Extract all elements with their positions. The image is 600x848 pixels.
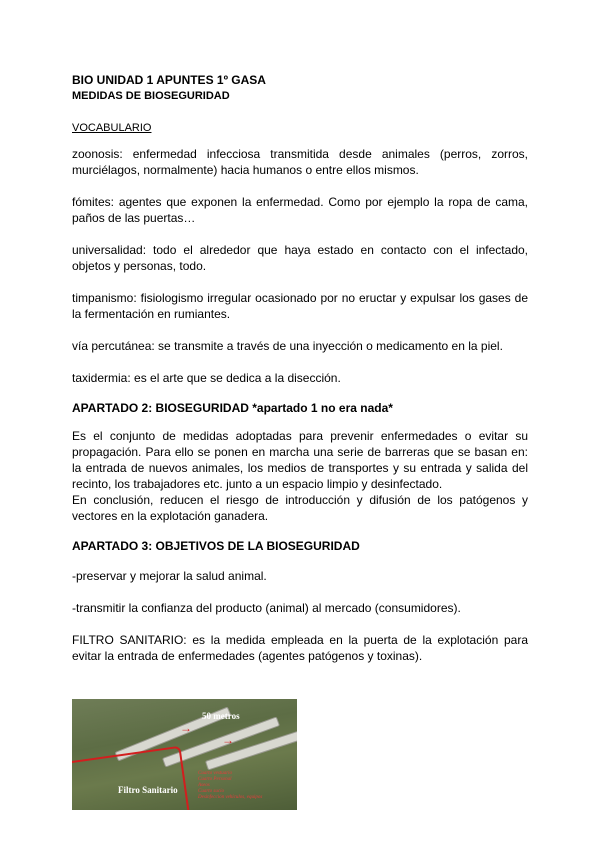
photo-legend <box>198 771 262 801</box>
filter-label: Filtro Sanitario <box>118 785 178 795</box>
document-subtitle: MEDIDAS DE BIOSEGURIDAD <box>72 90 230 102</box>
document-title: BIO UNIDAD 1 APUNTES 1º GASA <box>72 73 266 87</box>
vocab-entry-universalidad: universalidad: todo el alrededor que haya estado en contacto con el infectado, objetos y personas, todo. <box>72 243 528 273</box>
section-2-text: Es el conjunto de medidas adoptadas para prevenir enfermedades o evitar su propagación. Para ello se ponen en marcha una serie de barreras que se basan en: la entrada de nuevos animales, los medios de transportes y su entrada y salida del recinto, los trabajadores etc. junto a un espacio limpio y desinfectado. <box>72 429 528 491</box>
legend-item: Aseos <box>198 783 210 788</box>
section-2-conclusion: En conclusión, reducen el riesgo de introducción y difusión de los patógenos y vectores en la explotación ganadera. <box>72 493 528 523</box>
objective-item-2: -transmitir la confianza del producto (animal) al mercado (consumidores). <box>72 601 461 615</box>
vocab-entry-zoonosis: zoonosis: enfermedad infecciosa transmitida desde animales (perros, zorros, murciélagos, normalmente) hacia humanos o entre ellos mismos. <box>72 147 528 177</box>
arrow-icon: → <box>222 733 234 747</box>
section-3-heading: APARTADO 3: OBJETIVOS DE LA BIOSEGURIDAD <box>72 539 360 553</box>
vocab-entry-via-percutanea: vía percutánea: se transmite a través de una inyección o medicamento en la piel. <box>72 339 503 353</box>
vocab-entry-taxidermia: taxidermia: es el arte que se dedica a la disección. <box>72 371 341 385</box>
vocab-entry-timpanismo: timpanismo: fisiologismo irregular ocasionado por no eructar y expulsar los gases de la fermentación en rumiantes. <box>72 291 528 321</box>
section-2-heading: APARTADO 2: BIOSEGURIDAD *apartado 1 no era nada* <box>72 401 393 415</box>
section-2-body <box>72 428 528 524</box>
distance-label: 50 metros <box>202 711 240 721</box>
legend-item: Cuarto sucio <box>198 789 224 794</box>
vocabulary-heading: VOCABULARIO <box>72 122 152 134</box>
legend-item: Desinfección vehículos, equipos <box>198 795 263 800</box>
farm-aerial-photo <box>72 699 297 810</box>
objective-item-1: -preservar y mejorar la salud animal. <box>72 569 267 583</box>
document-body <box>72 72 528 680</box>
arrow-icon: → <box>180 721 192 735</box>
legend-item: Cuarto Personal <box>198 777 232 782</box>
perimeter-line <box>72 746 191 810</box>
filtro-sanitario-text: FILTRO SANITARIO: es la medida empleada en la puerta de la explotación para evitar la entrada de enfermedades (agentes patógenos y toxinas). <box>72 633 528 663</box>
legend-item: Cuarto vestuario <box>198 771 233 776</box>
vocab-entry-fomites: fómites: agentes que exponen la enfermedad. Como por ejemplo la ropa de cama, paños de las puertas… <box>72 195 528 225</box>
